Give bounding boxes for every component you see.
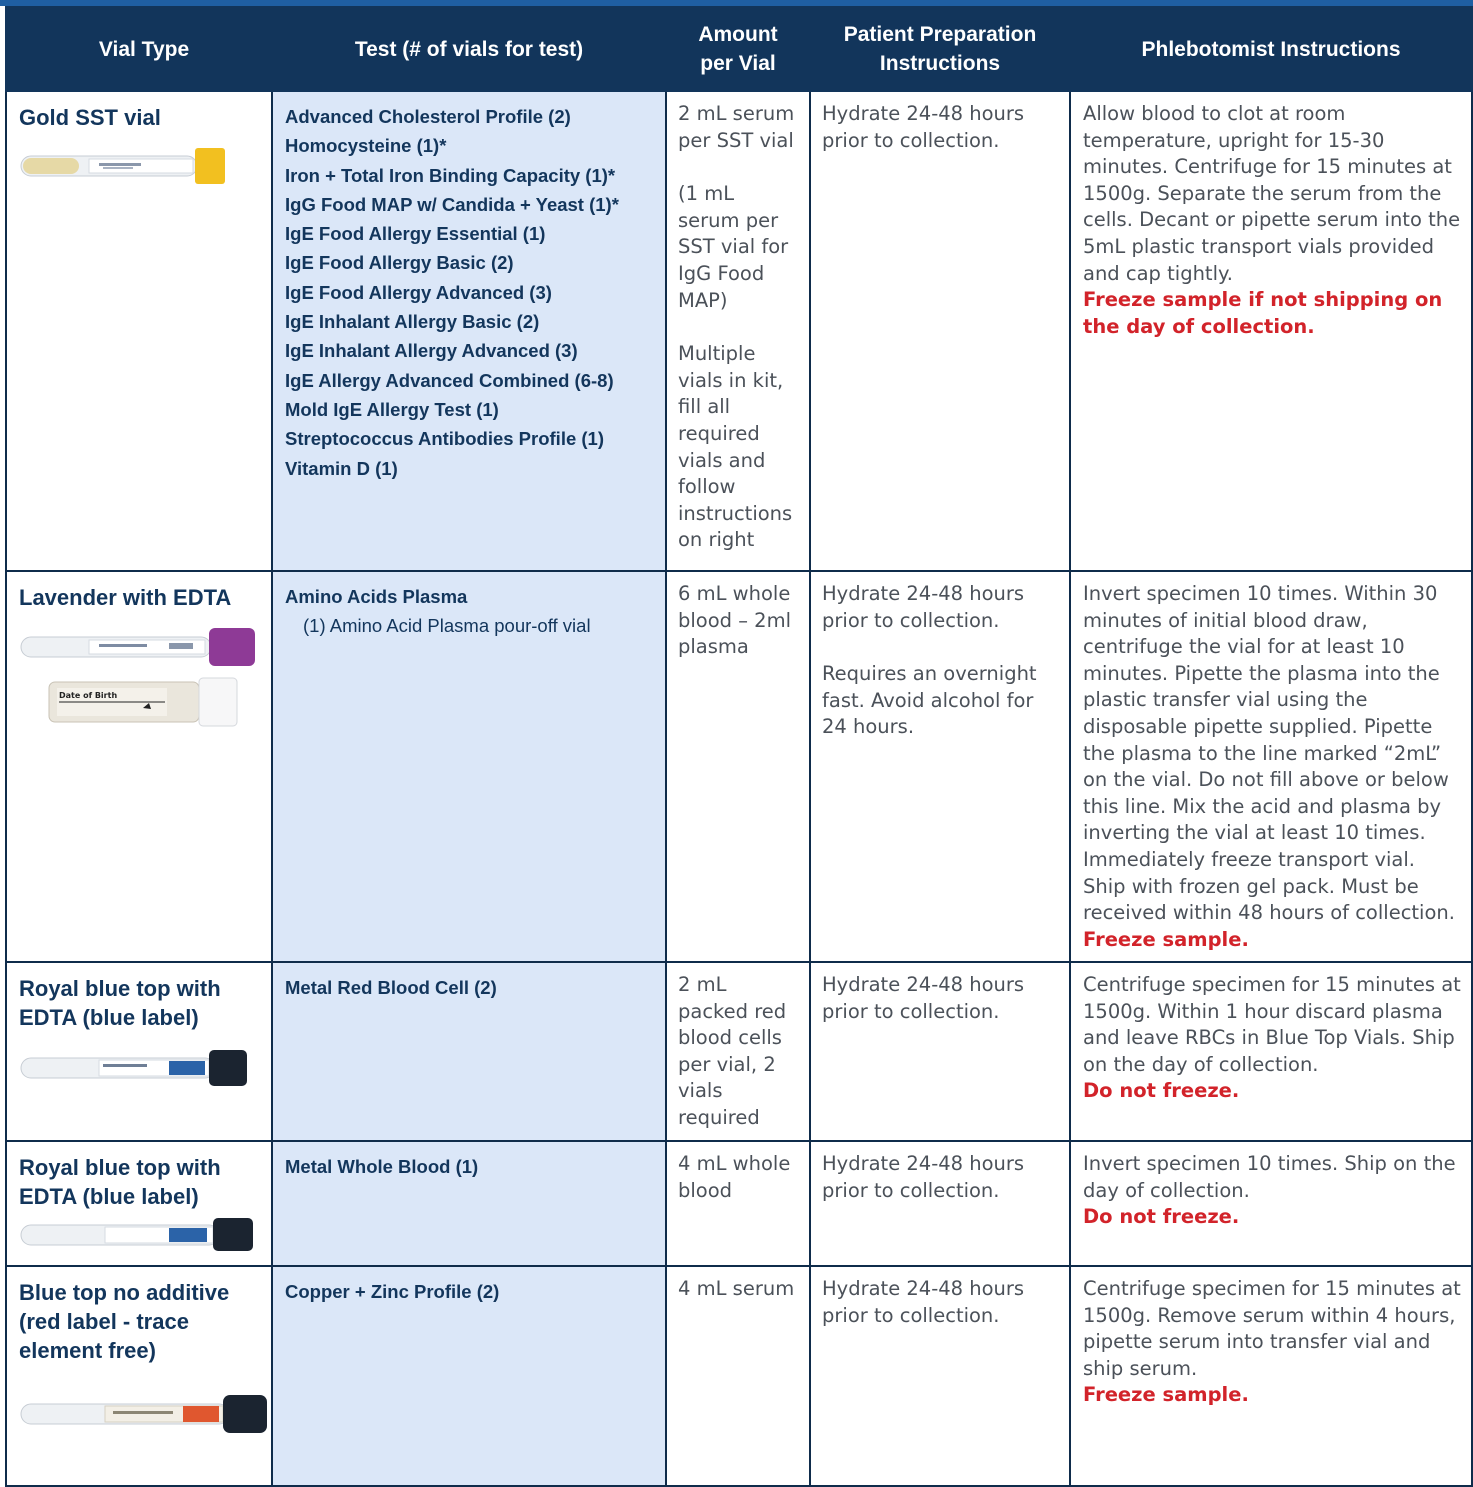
tests-cell [272, 1141, 666, 1266]
test-item: Mold IgE Allergy Test (1) [285, 398, 499, 420]
amount-cell [666, 571, 810, 962]
table-row [6, 91, 1472, 571]
warning-text: Freeze sample. [1083, 1383, 1249, 1407]
table-row [6, 571, 1472, 962]
patient-prep-cell [810, 1266, 1070, 1486]
phlebotomist-text: Invert specimen 10 times. Ship on the day of collection. [1083, 1152, 1456, 1202]
amount-text: (1 mL serum per SST vial for IgG Food MAP) [678, 182, 789, 312]
amount-cell [666, 1266, 810, 1486]
amount-text: 2 mL packed red blood cells per vial, 2 vials required [678, 973, 787, 1129]
tests-cell [272, 91, 666, 571]
test-item: IgE Food Allergy Advanced (3) [285, 281, 552, 303]
warning-text: Do not freeze. [1083, 1205, 1240, 1229]
gold-sst-tube-image [19, 146, 225, 186]
royal-blue-tube-image [19, 1217, 255, 1251]
test-item: Streptococcus Antibodies Profile (1) [285, 428, 604, 450]
vial-type-name: Blue top no additive (red label - trace element free) [19, 1280, 230, 1363]
phlebotomist-cell [1070, 962, 1472, 1141]
phlebotomist-cell [1070, 571, 1472, 962]
test-item: Advanced Cholesterol Profile (2) [285, 106, 571, 127]
prep-text: Hydrate 24-48 hours prior to collection. [822, 582, 1025, 632]
warning-text: Freeze sample. [1083, 927, 1249, 951]
test-item: Homocysteine (1)* [285, 135, 447, 157]
patient-prep-cell [810, 571, 1070, 962]
amount-cell [666, 91, 810, 571]
test-item: IgE Food Allergy Basic (2) [285, 252, 514, 274]
test-item: IgG Food MAP w/ Candida + Yeast (1)* [285, 193, 619, 215]
header-row [6, 7, 1472, 91]
vial-type-cell [6, 91, 272, 571]
pour-off-vial-image [19, 676, 259, 728]
tests-cell [272, 1266, 666, 1486]
test-item: Vitamin D (1) [285, 457, 398, 479]
amount-text: Multiple vials in kit, fill all required vials and follow instructions on right [678, 342, 793, 552]
warning-text: Do not freeze. [1083, 1079, 1240, 1103]
amount-cell [666, 1141, 810, 1266]
header-patient-prep: Patient Preparation Instructions [810, 7, 1070, 91]
vial-type-cell [6, 571, 272, 962]
header-phlebotomist: Phlebotomist Instructions [1070, 7, 1472, 91]
phlebotomist-text: Allow blood to clot at room temperature, upright for 15-30 minutes. Centrifuge for 15 minutes at 1500g. Separate the serum from the cells. Decant or pipette serum into the 5mL plastic transport vials provided and cap tightly. [1083, 102, 1461, 285]
table-row [6, 1141, 1472, 1266]
header-amount: Amount per Vial [666, 7, 810, 91]
table-row [6, 962, 1472, 1141]
vial-type-cell [6, 1266, 272, 1486]
test-item: Metal Whole Blood (1) [285, 1156, 479, 1177]
phlebotomist-text: Centrifuge specimen for 15 minutes at 1500g. Within 1 hour discard plasma and leave RBCs in Blue Top Vials. Ship on the day of collection. [1083, 973, 1461, 1076]
amount-text: 2 mL serum per SST vial [678, 102, 795, 152]
table-row [6, 1266, 1472, 1486]
test-item: IgE Allergy Advanced Combined (6-8) [285, 369, 614, 391]
test-item: IgE Inhalant Allergy Basic (2) [285, 311, 540, 333]
prep-text: Hydrate 24-48 hours prior to collection. [822, 1152, 1025, 1202]
test-item: Amino Acids Plasma [285, 586, 468, 607]
vial-type-name: Gold SST vial [19, 105, 161, 130]
warning-text: Freeze sample if not shipping on the day of collection. [1083, 288, 1443, 338]
amount-cell [666, 962, 810, 1141]
patient-prep-cell [810, 91, 1070, 571]
phlebotomist-text: Invert specimen 10 times. Within 30 minutes of initial blood draw, centrifuge the vial for at least 10 minutes. Pipette the plasma into the plastic transfer vial using the disposable pipette supplied. Pipette the plasma to the line marked “2mL” on the vial. Do not fill above or below this line. Mix the acid and plasma by inverting the vial at least 10 times. Immediately freeze transport vial. Ship with frozen gel pack. Must be received within 48 hours of collection. [1083, 582, 1455, 925]
header-test: Test (# of vials for test) [272, 7, 666, 91]
amount-text: 4 mL serum [678, 1277, 795, 1300]
phlebotomist-cell [1070, 91, 1472, 571]
amount-text: 4 mL whole blood [678, 1152, 791, 1202]
test-item: Copper + Zinc Profile (2) [285, 1281, 500, 1302]
vial-type-cell [6, 962, 272, 1141]
phlebotomist-text: Centrifuge specimen for 15 minutes at 1500g. Remove serum within 4 hours, pipette serum into transfer vial and ship serum. [1083, 1277, 1461, 1380]
amount-text: 6 mL whole blood – 2ml plasma [678, 582, 792, 659]
vial-type-cell [6, 1141, 272, 1266]
vial-type-name: Lavender with EDTA [19, 585, 232, 610]
vial-type-name: Royal blue top with EDTA (blue label) [19, 1155, 221, 1209]
prep-text: Requires an overnight fast. Avoid alcohol for 24 hours. [822, 662, 1037, 739]
trace-element-tube-image [19, 1393, 269, 1435]
tests-cell [272, 962, 666, 1141]
prep-text: Hydrate 24-48 hours prior to collection. [822, 973, 1025, 1023]
prep-text: Hydrate 24-48 hours prior to collection. [822, 1277, 1025, 1327]
patient-prep-cell [810, 962, 1070, 1141]
royal-blue-tube-image [19, 1048, 249, 1088]
prep-text: Hydrate 24-48 hours prior to collection. [822, 102, 1025, 152]
phlebotomist-cell [1070, 1266, 1472, 1486]
test-item: IgE Food Allergy Essential (1) [285, 223, 546, 245]
test-item: Metal Red Blood Cell (2) [285, 977, 497, 998]
pour-off-label: Date of Birth [59, 691, 118, 700]
phlebotomist-cell [1070, 1141, 1472, 1266]
vial-instructions-table [5, 6, 1473, 1487]
patient-prep-cell [810, 1141, 1070, 1266]
test-item: IgE Inhalant Allergy Advanced (3) [285, 340, 578, 362]
vial-type-name: Royal blue top with EDTA (blue label) [19, 976, 221, 1030]
tests-cell [272, 571, 666, 962]
lavender-edta-tube-image [19, 626, 259, 668]
test-sub-item: (1) Amino Acid Plasma pour-off vial [303, 615, 591, 637]
header-vial-type: Vial Type [6, 7, 272, 91]
test-item: Iron + Total Iron Binding Capacity (1)* [285, 164, 616, 186]
